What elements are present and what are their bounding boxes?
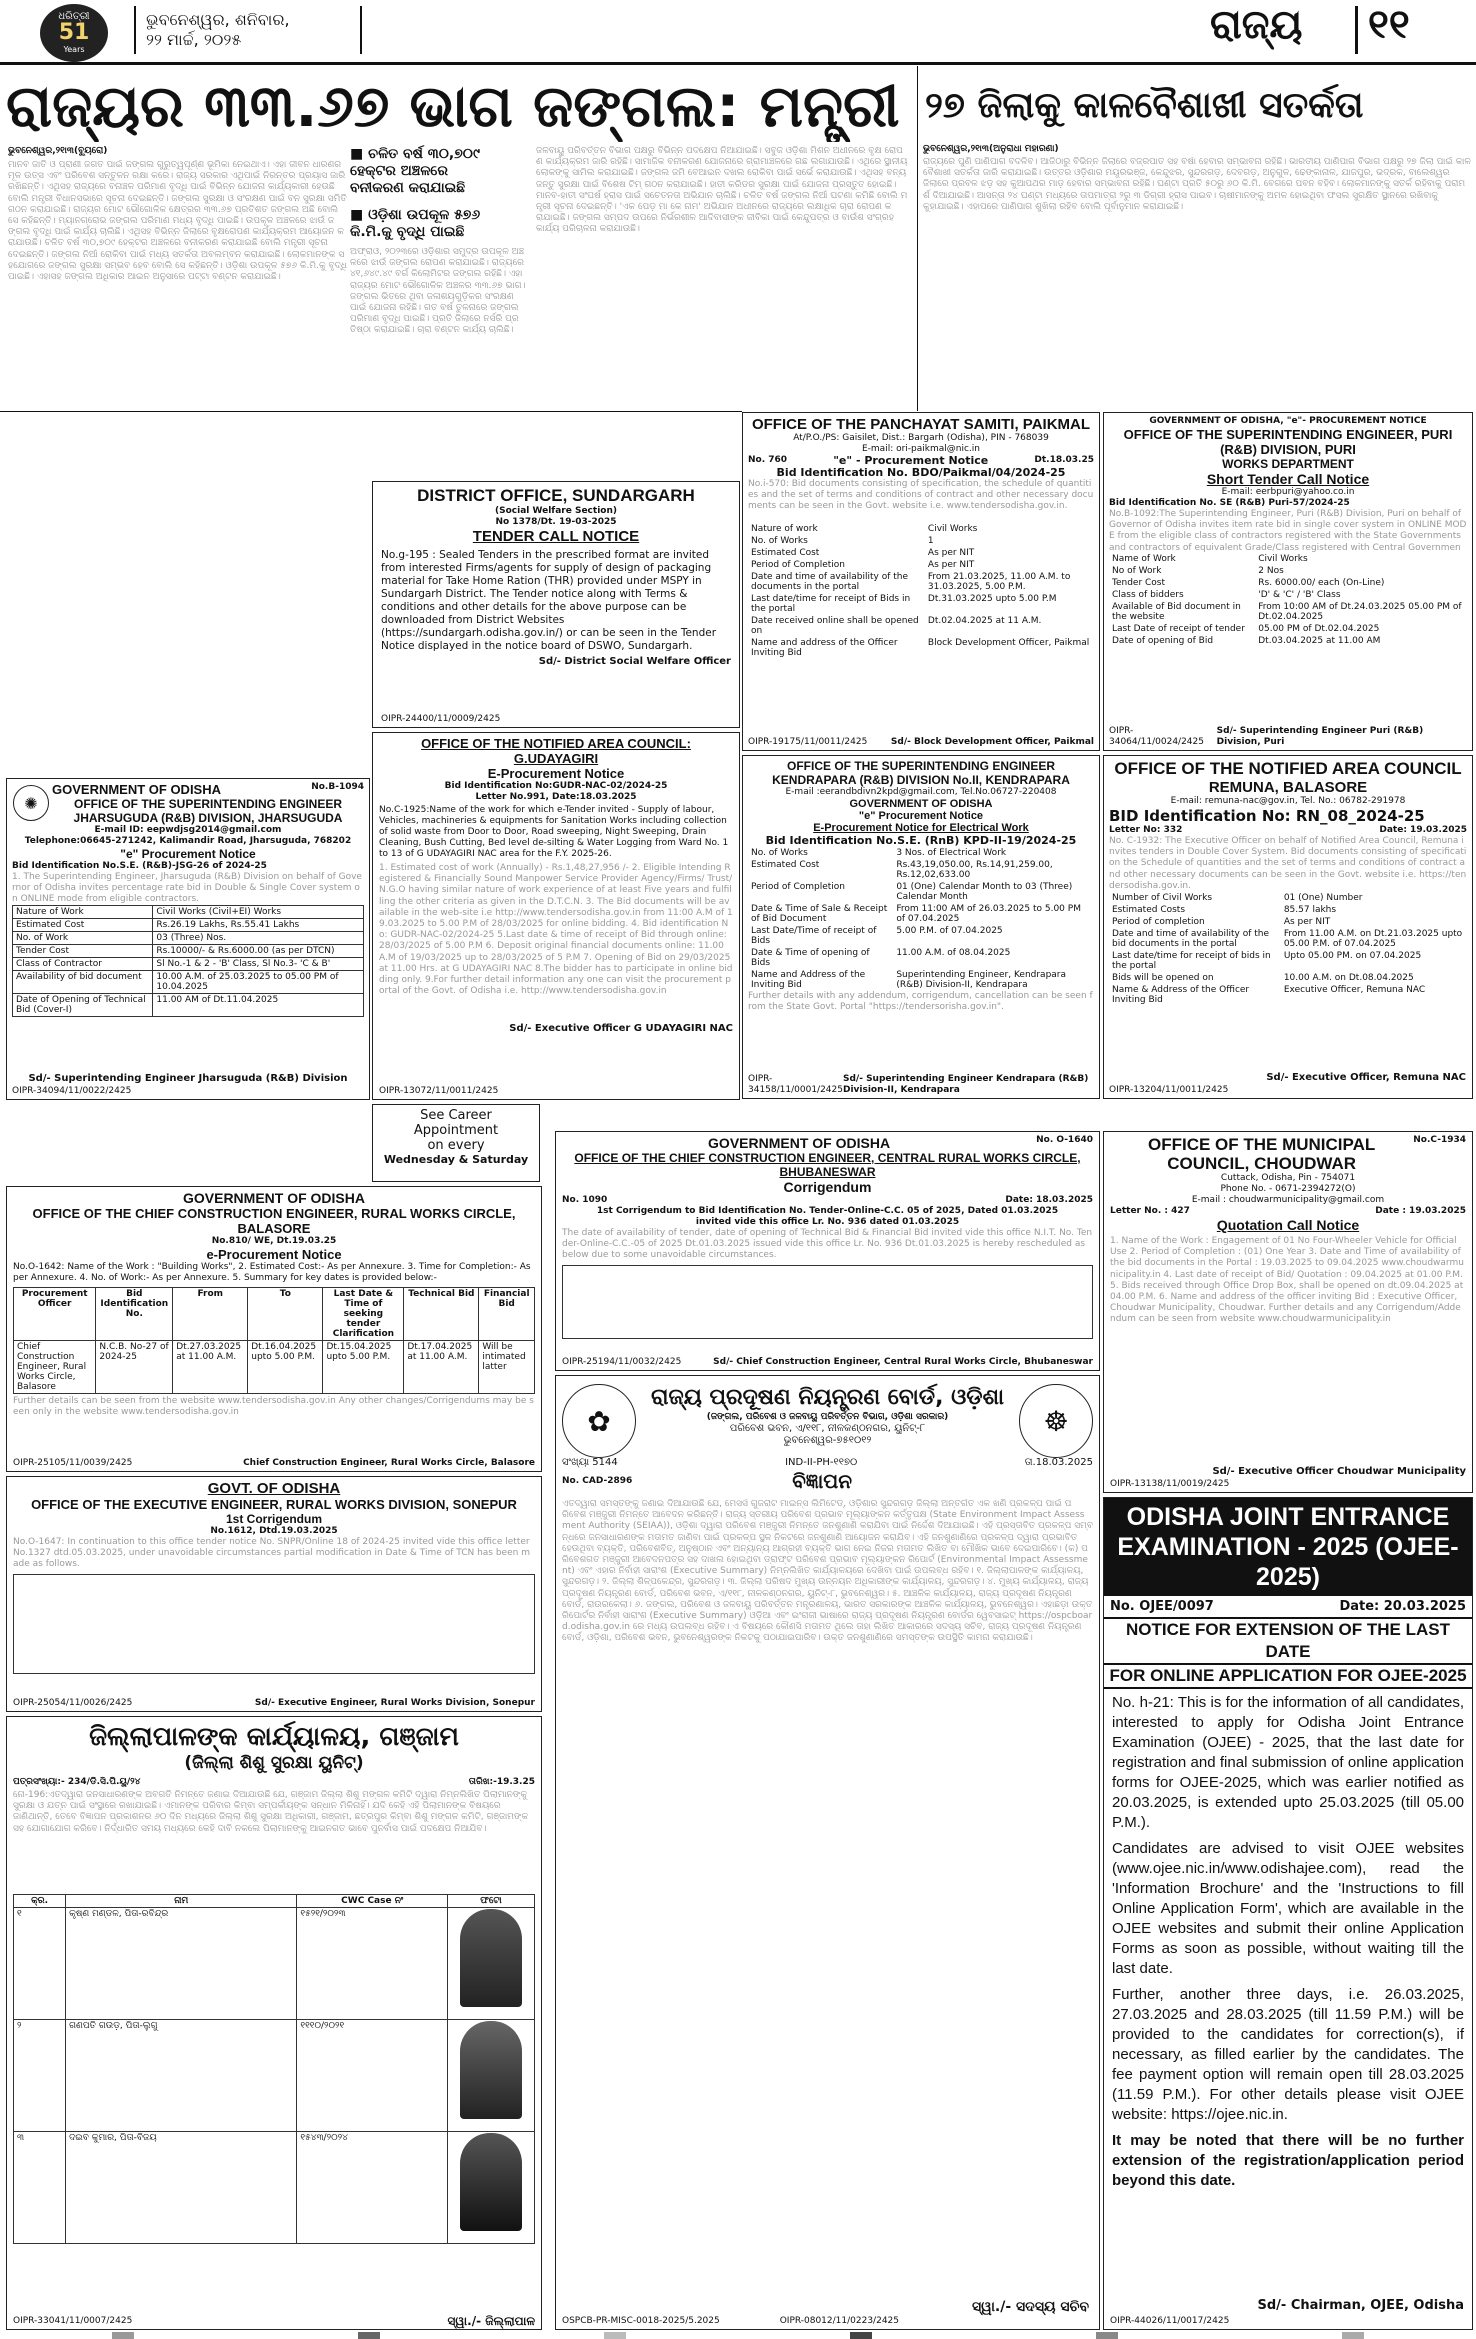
ad-puri: GOVERNMENT OF ODISHA, "e"- PROCUREMENT NOTICE OFFICE OF THE SUPERINTENDING ENGINEER, PURI (R&B) DIVISION, PURI WORKS DEPARTMENT Short Tender Call Notice E-mail: eerbpuri@yahoo.co.in Bid Identification No. SE (R&B) Puri-57/2024-25 No.B-1092:The Superintending Engineer, Puri (R&B) Division, Puri on behalf of Governor of Odisha invites item rate bid in single cover system in ONLINE MODE from the eligible class of contractors registered with the State Governments and contractors of equivalent Grade/Class registered with Central Governmen Name of Work Civil Works No of Work 2 Nos Tender Cost Rs. 6000.00/ each (On-Line) Class of bidders 'D' & 'C' / 'B' Class Available of Bid document in the website From 10:00 AM of Dt.24.03.2025 05.00 PM of Dt.02.04.2025 Last Date of receipt of tender 05.00 PM of Dt.02.04.2025 Date of opening of Bid Dt.03.04.2025 at 11.00 AM OIPR-34064/11/0024/2425 Sd/- Superintending Engineer Puri (R&B) Division, Puri xyxy=(1103,412,1473,751)
ad-title: OFFICE OF THE CHIEF CONSTRUCTION ENGINEER, CENTRAL RURAL WORKS CIRCLE, BHUBANESWAR xyxy=(574,1151,1081,1179)
registration-bar xyxy=(0,2332,1476,2339)
section-name: ରାଜ୍ୟ xyxy=(1210,2,1303,48)
ad-signature: Sd/- Chairman, OJEE, Odisha xyxy=(1257,2298,1464,2313)
ad-strap: GOVERNMENT OF ODISHA, "e"- PROCUREMENT NOTICE xyxy=(1149,416,1427,426)
dateline-left: ଭୁବନେଶ୍ୱର,୨୧ା୩(ବ୍ୟୁରୋ) xyxy=(8,146,108,156)
ad-signature: Sd/- Chief Construction Engineer, Central Rural Works Circle, Bhubaneswar xyxy=(713,1357,1093,1367)
ad-code1: OSPCB-PR-MISC-0018-2025/5.2025 xyxy=(562,2316,720,2326)
table-row: Nature of Work Civil Works (Civil+EI) Works xyxy=(13,906,364,919)
ad-sub: (ଜଙ୍ଗଲ, ପରିବେଶ ଓ ଜଳବାୟୁ ପରିବର୍ତ୍ତନ ବିଭାଗ, ଓଡ଼ିଶା ସରକାର) xyxy=(706,1412,949,1422)
ad-title: OFFICE OF THE NOTIFIED AREA COUNCIL: G.UDAYAGIRI xyxy=(421,736,691,766)
ad-date: Date: 20.03.2025 xyxy=(1339,1599,1466,1614)
anniversary-badge-icon xyxy=(40,4,108,62)
table-row: Chief Construction Engineer, Rural Works Circle, Balasore N.C.B. No-27 of 2024-25 Dt.27.03.2025 at 11.00 A.M. Dt.16.04.2025 upto 5.00 P.M. Dt.15.04.2025 upto 5.00 P.M. Dt.17.04.2025 at 11.00 A.M. Will be intimated latter xyxy=(14,1341,535,1394)
table-row: ୨ ଗଣପତି ଗଉଡ଼, ପିତା-ଲୁଗୁ ୧୧୧୦/୨୦୨୧ xyxy=(14,2020,535,2132)
ad-title: OFFICE OF THE MUNICIPAL COUNCIL, CHOUDWAR xyxy=(1147,1135,1376,1173)
ad-gov: GOVERNMENT OF ODISHA xyxy=(182,1190,365,1206)
table-row: Date & Time of Sale & Receipt of Bid Document From 11:00 AM of 26.03.2025 to 5.00 PM of 07.04.2025 xyxy=(751,904,1081,924)
corrigendum-table xyxy=(13,1574,535,1674)
ad-email: E-mail : choudwarmunicipality@gmail.com xyxy=(1191,1195,1385,1205)
ad-phone: Phone No. - 0671-2394272(O) xyxy=(1220,1184,1356,1194)
ad-notice: Short Tender Call Notice xyxy=(1206,471,1370,487)
ad-gov: GOVERNMENT OF ODISHA xyxy=(708,1135,891,1151)
ad-ojee xyxy=(1103,1497,1473,2330)
ad-email: E-mail :eerandbdivn2kpd@gmail.com, Tel.No.06727-220408 xyxy=(785,787,1057,797)
table-row: Last date/time for receipt of bids in the portal Upto 05.00 PM. on 07.04.2025 xyxy=(1112,951,1422,971)
ad-email: E-mail: eerbpuri@yahoo.co.in xyxy=(1221,487,1355,497)
ad-no: No. OJEE/0097 xyxy=(1110,1599,1214,1614)
ad-notice: "e" Procurement Notice xyxy=(120,847,256,861)
corrigendum-table xyxy=(562,1265,1093,1339)
ad-date: ତାରିଖ:-19.3.25 xyxy=(468,1777,535,1787)
ad-signature: Sd/- Superintending Engineer Jharsuguda (R&B) Division xyxy=(28,1073,348,1084)
ad-notice: "e" Procurement Notice xyxy=(858,810,984,822)
bullet1-a: ଚଳିତ ବର୍ଷ ୩୦,୭୦୯ xyxy=(368,146,480,162)
ad-code: OIPR-19175/11/0011/2425 xyxy=(748,737,868,747)
ad-notice: e-Procurement Notice xyxy=(206,1247,342,1262)
ad-notice2: FOR ONLINE APPLICATION FOR OJEE-2025 xyxy=(1104,1663,1472,1689)
career-line1: See Career xyxy=(420,1108,492,1123)
ad-kendrapara: OFFICE OF THE SUPERINTENDING ENGINEER KENDRAPARA (R&B) DIVISION No.II, KENDRAPARA E-mail :eerandbdivn2kpd@gmail.com, Tel.No.06727-220408 GOVERNMENT OF ODISHA "e" Procurement Notice E-Procurement Notice for Electrical Work Bid Identification No.S.E. (RnB) KPD-II-19/2024-25 No. of Works 3 Nos. of Electrical Work Estimated Cost Rs.43,19,050.00, Rs.14,91,259.00, Rs.12,02,633.00 Period of Completion 01 (One) Calendar Month to 03 (Three) Calendar Month Date & Time of Sale & Receipt of Bid Document From 11:00 AM of 26.03.2025 to 5.00 PM of 07.04.2025 Last Date/Time of receipt of Bids 5.00 P.M. of 07.04.2025 Date & Time of opening of Bids 11.00 A.M. of 08.04.2025 Name and Address of the Inviting Bid Superintending Engineer, Kendrapara (R&B) Division-II, Kendrapara Further details with any addendum, corrigendum, cancellation can be seen from the State Govt. Portal "https://tendersorisha.gov.in". OIPR-34158/11/0001/2425 Sd/- Superintending Engineer Kendrapara (R&B) Division-II, Kendrapara xyxy=(742,755,1100,1099)
story-right: ଭୁବନେଶ୍ୱର,୨୧ା୩(ଅନୁରାଧା ମହାରଣା) ରାଜ୍ୟରେ ପୁଣି ପାଣିପାଗ ବଦଳିବ। ଆଜିଠାରୁ ବିଭିନ୍ନ ଜିଲାରେ ବଜ୍ରପାତ ସହ ବର୍ଷା ହେବାର ସମ୍ଭାବନା ରହିଛି। ଭାରତୀୟ ପାଣିପାଗ ବିଭାଗ ପକ୍ଷରୁ ୨୭ ଜିଲା ପାଇଁ କାଳବୈଶାଖୀ ସତର୍କତା ଜାରି କରାଯାଇଛି। ଉତ୍ତର ଓଡ଼ିଶାର ମୟୂରଭଞ୍ଜ, କେନ୍ଦୁଝର, ସୁନ୍ଦରଗଡ଼, ଦେବଗଡ଼, ଅନୁଗୁଳ, ଢେଙ୍କାନାଳ, ଯାଜପୁର, ଭଦ୍ରକ, ବାଲେଶ୍ୱର ଜିଲାରେ ପ୍ରବଳ ଝଡ଼ ସହ କୁଆପଥର ମାଡ଼ ହେବାର ସମ୍ଭାବନା ରହିଛି। ଘଣ୍ଟା ପ୍ରତି ୫୦ରୁ ୬୦ କି.ମି. ବେଗରେ ପବନ ବହିବ। ଲୋକମାନଙ୍କୁ ସତର୍କ ରହିବାକୁ ପରାମର୍ଶ ଦିଆଯାଇଛି। ଆସନ୍ତା ୨୪ ଘଣ୍ଟା ମଧ୍ୟରେ ତାପମାତ୍ରା ୨ରୁ ୩ ଡିଗ୍ରୀ ହ୍ରାସ ପାଇବ। ଚାଷୀମାନଙ୍କୁ ଅମଳ ହୋଇଥିବା ଫସଲ ସୁରକ୍ଷିତ ସ୍ଥାନରେ ରଖିବାକୁ କୁହାଯାଇଛି। ଏହାପରେ ପାଣିପାଗ ଶୁଖିଲା ରହିବ ବୋଲି ପୂର୍ବାନୁମାନ କରାଯାଇଛି। xyxy=(923,144,1471,212)
ad-signature: Sd/- Executive Officer G UDAYAGIRI NAC xyxy=(509,1023,733,1034)
ad-signature: Sd/- Executive Engineer, Rural Works Division, Sonepur xyxy=(254,1698,535,1708)
ad-title: ରାଜ୍ୟ ପ୍ରଦୂଷଣ ନିୟନ୍ତ୍ରଣ ବୋର୍ଡ, ଓଡ଼ିଶା xyxy=(651,1385,1004,1410)
ad-gudayagiri: OFFICE OF THE NOTIFIED AREA COUNCIL: G.UDAYAGIRI E-Procurement Notice Bid Identification No:GUDR-NAC-02/2024-25 Letter No.991, Date:18.03.2025 No.C-1925:Name of the work for which e-Tender invited - Supply of labour, Vehicles, machineries & equipments for Sanitation Works including collection of solid waste from Door to Door, Road sweeping, Night Sweeping, Drain Cleaning, Bush Cutting, Bed level de-silting & Water Logging from Ward No. 1 to 13 of G UDAYAGIRI NAC area for the F.Y. 2025-26. 1. Estimated cost of work (Annually) - Rs.1,48,27,956 /- 2. Eligible Intending Registered & Financially Sound Manpower Service Provider Agency/Firms/ Trust/ N.G.O having similar nature of work experience of at least Five years and fulfilling the other criteria as given in the D.T.C.N. 3. The Bid documents will be available in the web-site i.e http://www.tendersodisha.gov.in from 11:00 A.M of 19.03.2025 to 5.00 P.M of 28/03/2025 for online bidding. 4. Bid identification No: GUDR-NAC-02/2024-25 5.Last date & time of receipt of Bid through online: 28/03/2025 of 5.00 P.M 6. Deposit original financial documents online: 11.00 A.M of 19/03/2025 up to 28/03/2025 of 5 P.M 7. Opening of Bid on 29/03/2025 at 11.00 Hrs. at G UDAYAGIRI NAC 8.The bidder has to participate in online bidding only. 9.For further detail information any one can visit the procurement portal of the Govt. of Odisha i.e. http://www.tendersodisha.gov.in Sd/- Executive Officer G UDAYAGIRI NAC OIPR-13072/11/0011/2425 xyxy=(372,732,740,1100)
issue-date: ୨୨ ମାର୍ଚ୍ଚ, ୨୦୨୫ xyxy=(146,30,242,49)
ad-table xyxy=(1109,892,1467,1006)
ad-email: E-mail ID: eepwdjsg2014@gmail.com xyxy=(94,825,282,835)
ad-letter: Letter No. : 427 xyxy=(1110,1206,1190,1216)
ad-address: Cuttack, Odisha, Pin - 754071 xyxy=(1220,1173,1356,1183)
table-row: Date of opening of Bid Dt.03.04.2025 at 11.00 AM xyxy=(1112,636,1381,646)
spcb-logo-icon: ✿ xyxy=(562,1384,636,1458)
ad-sub: (ଜିଲ୍ଲା ଶିଶୁ ସୁରକ୍ଷା ୟୁନିଟ୍) xyxy=(184,1753,364,1773)
ad-title: OFFICE OF THE SUPERINTENDING ENGINEER JHARSUGUDA (R&B) DIVISION, JHARSUGUDA xyxy=(73,797,343,825)
ad-title: OFFICE OF THE CHIEF CONSTRUCTION ENGINEER, RURAL WORKS CIRCLE, BALASORE xyxy=(32,1206,516,1236)
ad-notice: E-Procurement Notice xyxy=(487,766,625,781)
ad-title: DISTRICT OFFICE, SUNDARGARH xyxy=(417,486,695,505)
ad-balasore: GOVERNMENT OF ODISHA OFFICE OF THE CHIEF CONSTRUCTION ENGINEER, RURAL WORKS CIRCLE, BALASORE No.810/ WE, Dt.19.03.25 e-Procurement Notice No.O-1642: Name of the Work : "Building Works", 2. Estimated Cost:- As per Annexure. 3. Time for Completion:- As per Annexure. 4. No. of Work:- As per Annexure. 5. Summary for key dates is provided below:- Procurement Officer Bid Identification No. From To Last Date & Time of seeking tender Clarification Technical Bid Financial Bid Chief Construction Engineer, Rural Works Circle, Balasore N.C.B. No-27 of 2024-25 Dt.27.03.2025 at 11.00 A.M. Dt.16.04.2025 upto 5.00 P.M. Dt.15.04.2025 upto 5.00 P.M. Dt.17.04.2025 at 11.00 A.M. Will be intimated latter Further details can be seen from the website www.tendersodisha.gov.in Any other changes/Corrigendums may be seen only in the website www.tendersodisha.gov.in OIPR-25105/11/0039/2425 Chief Construction Engineer, Rural Works Circle, Balasore xyxy=(6,1186,542,1472)
odisha-emblem-icon: ☸ xyxy=(1019,1384,1093,1458)
table-row: Name & Address of the Officer Inviting Bid Executive Officer, Remuna NAC xyxy=(1112,985,1426,1005)
ad-choudwar: OFFICE OF THE MUNICIPAL COUNCIL, CHOUDWAR No.C-1934 Cuttack, Odisha, Pin - 754071 Phone No. - 0671-2394272(O) E-mail : choudwarmunicipality@gmail.com Letter No. : 427 Date : 19.03.2025 Quotation Call Notice 1. Name of the Work : Engagement of 01 No Four-Wheeler Vehicle for Official Use 2. Period of Completion : (01) One Year 3. Date and Time of availability of the bid documents in the Portal : 19.03.2025 to 09.04.2025 www.choudwarmunicipality.in 4. Last date of receipt of Bid/ Quotation : 09.04.2025 at 01.00 P.M. 5. Bids received through Office Drop Box, shall be opened on dt.09.04.2025 at 04.00 P.M. 6. Name and address of the officer inviting Bid : Executive Officer, Choudwar Municipality, Choudwar. Further details and any Corrigendum/Addendum can be seen from website www.choudwarmunicipality.in Sd/- Executive Officer Choudwar Municipality OIPR-13138/11/0019/2425 xyxy=(1103,1131,1473,1493)
ad-body1: No. h-21: This is for the information of all candidates, interested to apply for Odisha Joint Entrance Examination (OJEE) - 2025, that the last date for registration and final submission of online application forms for OJEE-2025, which was earlier notified as 20.03.2025, is extended upto 25.03.2025 (till 05.00 P.M.). xyxy=(1112,1694,1464,1831)
career-promo xyxy=(372,1104,540,1182)
ad-code: OIPR-34064/11/0024/2425 xyxy=(1109,726,1204,747)
child-photo xyxy=(460,1909,522,2007)
ad-signature: Sd/- Block Development Officer, Paikmal xyxy=(890,737,1094,747)
ad-jharsuguda: ✺ GOVERNMENT OF ODISHA No.B-1094 OFFICE OF THE SUPERINTENDING ENGINEER JHARSUGUDA (R&B) DIVISION, JHARSUGUDA E-mail ID: eepwdjsg2014@gmail.com Telephone:06645-271242, Kalimandir Road, Jharsuguda, 768202 "e" Procurement Notice Bid Identification No.S.E. (R&B)-JSG-26 of 2024-25 1. The Superintending Engineer, Jharsuguda (R&B) Division on behalf of Governor of Odisha invites percentage rate bid in Double & Single Cover system on ONLINE mode from eligible contractors. Nature of Work Civil Works (Civil+EI) Works Estimated Cost Rs.26.19 Lakhs, Rs.55.41 Lakhs No. of Work 03 (Three) Nos. Tender Cost Rs.10000/- & Rs.6000.00 (as per DTCN) Class of Contractor Sl No.-1 & 2 - 'B' Class, Sl No.3- 'C & B' Availability of bid document 10.00 A.M. of 25.03.2025 to 05.00 PM of 10.04.2025 Date of Opening of Technical Bid (Cover-I) 11.00 AM of Dt.11.04.2025 Sd/- Superintending Engineer Jharsuguda (R&B) Division OIPR-34094/11/0022/2425 xyxy=(6,778,370,1100)
ad-notice: Quotation Call Notice xyxy=(1216,1217,1360,1233)
ad-no: No. 760 xyxy=(748,455,788,465)
ad-notice: ବିଜ୍ଞାପନ xyxy=(792,1469,853,1493)
ad-title: ଜିଲ୍ଲାପାଳଙ୍କ କାର୍ଯ୍ୟାଳୟ, ଗଞ୍ଜାମ xyxy=(89,1722,459,1752)
ad-date: Dt.18.03.25 xyxy=(1034,455,1094,465)
table-row: Name of Work Civil Works xyxy=(1112,554,1308,564)
ad-email: E-mail: ori-paikmal@nic.in xyxy=(861,444,980,454)
bid-id: Bid Identification No. BDO/Paikmal/04/2024-25 xyxy=(776,466,1066,479)
headline-left: ରାଜ୍ୟର ୩୩.୬୭ ଭାଗ ଜଙ୍ଗଲ: ମନ୍ତ୍ରୀ xyxy=(6,72,900,140)
ad-signature: Sd/- Executive Officer, Remuna NAC xyxy=(1266,1072,1466,1083)
ad-date: Date : 19.03.2025 xyxy=(1375,1206,1466,1216)
story-left-bullets: ■ ଚଳିତ ବର୍ଷ ୩୦,୭୦୯ ହେକ୍ଟର ଅଞ୍ଚଳରେ ବନୀକରଣ କରାଯାଇଛି ■ ଓଡ଼ିଶା ଉପକୂଳ ୫୭୬ କି.ମି.କୁ ବୃଦ୍ଧି ପାଇଛି ଅଫ୍ରାଓ, ୨୦୨୩ରେ ଓଡ଼ିଶାର ସମୁଦ୍ର ଉପକୂଳ ଅଞ୍ଚଳରେ ଝାଉଁ ଜଙ୍ଗଲ ରୋପଣ କରାଯାଇଛି। ରାଜ୍ୟରେ ୪୧,୬୪୯.୪୯ ବର୍ଗ କିଲୋମିଟର ଜଙ୍ଗଲ ରହିଛି। ଏହା ରାଜ୍ୟର ମୋଟ ଭୌଗୋଳିକ ଅଞ୍ଚଳର ୩୩.୬୭ ଭାଗ। ଜଙ୍ଗଲ ଭିତରେ ଥିବା ଜଳାଶୟଗୁଡ଼ିକର ସଂରକ୍ଷଣ ପାଇଁ ଯୋଜନା ରହିଛି। ଗତ ବର୍ଷ ତୁଳନାରେ ଜଙ୍ଗଲ ପରିମାଣ ବୃଦ୍ଧି ପାଇଛି। ପ୍ରତି ଜିଲାରେ ନର୍ସରି ପ୍ରତିଷ୍ଠା କରାଯାଇଛି। ଚାରା ବଣ୍ଟନ କାର୍ଯ୍ୟ ଚାଲିଛି। xyxy=(350,146,528,547)
page-number: ୧୧ xyxy=(1368,2,1410,48)
table-row: Last Date/Time of receipt of Bids 5.00 P.M. of 07.04.2025 xyxy=(751,926,1003,946)
ad-body: No.O-1642: Name of the Work : "Building Works", 2. Estimated Cost:- As per Annexure. 3. Time for Completion:- As per Annexure. 4. No. of Work:- As per Annexure. 5. Summary for key dates is provided below:- xyxy=(13,1262,531,1283)
ad-code: OIPR-33041/11/0007/2425 xyxy=(13,2316,133,2326)
bullet1-c: ବନୀକରଣ କରାଯାଇଛି xyxy=(350,180,466,196)
ad-table xyxy=(1109,553,1467,647)
ad-signature: ସ୍ୱା./- ସଦସ୍ୟ ସଚିବ xyxy=(972,2299,1089,2315)
ad-body2: Candidates are advised to visit OJEE websites (www.ojee.nic.in/www.odishajee.com), read the 'Information Brochure' and the 'Instructions to fill Online Application Form', which are available in the OJEE websites and submit their online Application Forms as soon as possible, without waiting till the last date. xyxy=(1112,1840,1464,1977)
ad-signature: Sd/- Superintending Engineer Puri (R&B) Division, Puri xyxy=(1216,726,1424,747)
table-row: No. of Works 3 Nos. of Electrical Work xyxy=(751,848,1007,858)
table-row: Last date/time for receipt of Bids in the portal Dt.31.03.2025 upto 5.00 P.M xyxy=(751,594,1057,614)
masthead xyxy=(0,0,1476,62)
ad-no: No 1378/Dt. 19-03-2025 xyxy=(495,517,617,527)
ad-bhubaneswar: GOVERNMENT OF ODISHA No. O-1640 OFFICE OF THE CHIEF CONSTRUCTION ENGINEER, CENTRAL RURAL WORKS CIRCLE, BHUBANESWAR Corrigendum No. 1090 Date: 18.03.2025 1st Corrigendum to Bid Identification No. Tender-Online-C.C. 05 of 2025, Dated 01.03.2025 invited vide this office Lr. No. 936 dated 01.03.2025 The date of availability of tender, date of opening of Technical Bid & Financial Bid invited vide this office N.I.T. No. Tender-Online-C.C.-05 of 2025 Dt.01.03.2025 issued vide this office Lr. No. 936 Dt.01.03.2025 is hereby rescheduled as below due to some unavoidable circumstances. OIPR-25194/11/0032/2425 Sd/- Chief Construction Engineer, Central Rural Works Circle, Bhubaneswar xyxy=(555,1131,1100,1371)
headline-right: ୨୭ ଜିଲାକୁ କାଳବୈଶାଖୀ ସତର୍କତା xyxy=(925,85,1364,126)
bullet2-a: ଓଡ଼ିଶା ଉପକୂଳ ୫୭୬ xyxy=(368,207,481,223)
ad-line1: 1st Corrigendum to Bid Identification No. Tender-Online-C.C. 05 of 2025, Dated 01.03.2025 xyxy=(596,1206,1059,1216)
ad-line2: invited vide this office Lr. No. 936 dated 01.03.2025 xyxy=(695,1217,960,1227)
ad-notice: TENDER CALL NOTICE xyxy=(472,528,640,545)
table-row: ୧ କୃଷ୍ଣ ମଣ୍ଡଳ, ପିତା-ରବିନ୍ଦ୍ର ୧୫୨୧/୨୦୨୩ xyxy=(14,1908,535,2020)
bullet1-b: ହେକ୍ଟର ଅଞ୍ଚଳରେ xyxy=(350,163,448,179)
ad-notice1: NOTICE FOR EXTENSION OF THE LAST DATE xyxy=(1104,1617,1472,1663)
ad-table xyxy=(12,905,364,1017)
ad-title: ODISHA JOINT ENTRANCE EXAMINATION - 2025 (OJEE-2025) xyxy=(1104,1498,1472,1596)
ad-date: Date: 18.03.2025 xyxy=(1005,1195,1093,1205)
ad-body: No.g-195 : Sealed Tenders in the prescribed format are invited from interested Firms/agents for supply of design of packaging material for Take Home Ration (THR) provided under MSPY in Sundargarh District. The Tender notice along with Terms & conditions and other details for the above purpose can be downloaded from District Websites (https://sundargarh.odisha.gov.in/) or can be seen in the Tender Notice displayed in the notice board of DSWO, Sundargarh. xyxy=(381,549,717,652)
bid-id: BID Identification No: RN_08_2024-25 xyxy=(1109,807,1425,825)
ad-city: ଭୁବନେଶ୍ୱର-୭୫୧୦୧୨ xyxy=(783,1435,872,1446)
table-row: Class of Contractor Sl No.-1 & 2 - 'B' Class, Sl No.3- 'C & B' xyxy=(13,958,364,971)
children-table: କ୍ର. ନାମ CWC Case ନଂ ଫଟୋ ୧ କୃଷ୍ଣ ମଣ୍ଡଳ, ପିତା-ରବିନ୍ଦ୍ର ୧୫୨୧/୨୦୨୩ ୨ ଗଣପତି ଗଉଡ଼, ପିତା-ଲୁଗୁ ୧୧୧୦/୨୦୨୧ ୩ ଦଇବ କୁମାର, ପିତା-ବିଜୟ ୧୫୪୩/୨୦୨୪ xyxy=(13,1894,535,2244)
ad-code: OIPR-25194/11/0032/2425 xyxy=(562,1357,682,1367)
table-row: Availability of bid document 10.00 A.M. of 25.03.2025 to 05.00 PM of 10.04.2025 xyxy=(13,971,364,994)
bid-id: Bid Identification No. SE (R&B) Puri-57/2024-25 xyxy=(1109,498,1350,508)
table-row: Name and Address of the Inviting Bid Superintending Engineer, Kendrapara (R&B) Division-II, Kendrapara xyxy=(751,970,1067,990)
ad-title2: OFFICE OF THE EXECUTIVE ENGINEER, RURAL WORKS DIVISION, SONEPUR xyxy=(31,1497,517,1512)
badge-number: 51 xyxy=(58,20,90,45)
table-row: ୩ ଦଇବ କୁମାର, ପିତା-ବିଜୟ ୧୫୪୩/୨୦୨୪ xyxy=(14,2132,535,2244)
table-row: Date & Time of opening of Bids 11.00 A.M. of 08.04.2025 xyxy=(751,948,1011,968)
ad-address: ପରିବେଶ ଭବନ, ଏ/୧୧୮, ନୀଳକଣ୍ଠନଗର, ୟୁନିଟ୍-୮ xyxy=(729,1423,926,1434)
ad-dept: WORKS DEPARTMENT xyxy=(1222,457,1354,471)
ad-signature: Sd/- Superintending Engineer Kendrapara (R&B) Division-II, Kendrapara xyxy=(842,1074,1089,1095)
ad-no: No.1612, Dtd.19.03.2025 xyxy=(210,1526,338,1536)
bid-id: Bid Identification No.S.E. (RnB) KPD-II-19/2024-25 xyxy=(765,834,1077,847)
ad-panchayat-paikmal: OFFICE OF THE PANCHAYAT SAMITI, PAIKMAL At/P.O./PS: Gaisilet, Dist.: Bargarh (Odisha), PIN - 768039 E-mail: ori-paikmal@nic.in No. 760 "e" - Procurement Notice Dt.18.03.25 Bid Identification No. BDO/Paikmal/04/2024-25 No.i-570: Bid documents consisting of specification, the schedule of quantities and the set of terms and conditions of contract and other necessary documents can be seen in the Govt. website i.e. www.tendersodisha.gov.in. Nature of work Civil Works No. of Works 1 Estimated Cost As per NIT Period of Completion As per NIT Date and time of availability of the documents in the portal From 21.03.2025, 11.00 A.M. to 31.03.2025, 5.00 P.M. Last date/time for receipt of Bids in the portal Dt.31.03.2025 upto 5.00 P.M Date received online shall be opened on Dt.02.04.2025 at 11 A.M. Name and address of the Officer Inviting Bid Block Development Officer, Paikmal OIPR-19175/11/0011/2425 Sd/- Block Development Officer, Paikmal xyxy=(742,412,1100,751)
ad-phone: Telephone:06645-271242, Kalimandir Road, Jharsuguda, 768202 xyxy=(24,836,352,846)
ad-notice: Corrigendum xyxy=(783,1179,872,1195)
ad-no: No. O-1640 xyxy=(1036,1135,1093,1145)
ad-code: OIPR-34158/11/0001/2425 xyxy=(748,1074,843,1095)
ad-remuna: OFFICE OF THE NOTIFIED AREA COUNCIL REMUNA, BALASORE E-mail: remuna-nac@gov.in, Tel. No.: 06782-291978 BID Identification No: RN_08_2024-25 Letter No: 332 Date: 19.03.2025 No. C-1932: The Executive Officer on behalf of Notified Area Council, Remuna invites tenders in Double Cover System. Bid documents consisting of specification the Schedule of quantities and the set of terms and conditions of contract and other necessary documents can be seen in the Govt. website i.e. https://tendersodisha.gov.in. Number of Civil Works 01 (One) Number Estimated Costs 85.57 lakhs Period of completion As per NIT Date and time of availability of the bid documents in the portal From 11.00 A.M. on Dt.21.03.2025 upto 05.00 P.M. of 07.04.2025 Last date/time for receipt of bids in the portal Upto 05.00 PM. on 07.04.2025 Bids will be opened on 10.00 A.M. on Dt.08.04.2025 Name & Address of the Officer Inviting Bid Executive Officer, Remuna NAC Sd/- Executive Officer, Remuna NAC OIPR-13204/11/0011/2425 xyxy=(1103,755,1473,1099)
ad-date: Date: 19.03.2025 xyxy=(1379,825,1467,835)
badge-top: ଧରିତ୍ରୀ xyxy=(58,11,90,22)
ad-code: OIPR-13138/11/0019/2425 xyxy=(1110,1479,1230,1489)
ad-signature: Sd/- Executive Officer Choudwar Municipality xyxy=(1212,1466,1466,1477)
masthead-date xyxy=(146,10,290,50)
ad-table: Procurement Officer Bid Identification No. From To Last Date & Time of seeking tender Clarification Technical Bid Financial Bid Chief Construction Engineer, Rural Works Circle, Balasore N.C.B. No-27 of 2024-25 Dt.27.03.2025 at 11.00 A.M. Dt.16.04.2025 upto 5.00 P.M. Dt.15.04.2025 upto 5.00 P.M. Dt.17.04.2025 at 11.00 A.M. Will be intimated latter xyxy=(13,1287,535,1394)
table-row: Tender Cost Rs.10000/- & Rs.6000.00 (as per DTCN) xyxy=(13,945,364,958)
ad-date: ତା.18.03.2025 xyxy=(1024,1457,1093,1468)
table-row: Bids will be opened on 10.00 A.M. on Dt.08.04.2025 xyxy=(1112,973,1414,983)
table-row: Estimated Costs 85.57 lakhs xyxy=(1112,905,1337,915)
bid-id: Bid Identification No:GUDR-NAC-02/2024-25 xyxy=(444,781,668,791)
ad-no: ପତ୍ରସଂଖ୍ୟା:- 234/ଡି.ସି.ପି.ୟୁ/୨୪ xyxy=(13,1777,141,1787)
child-photo xyxy=(460,2021,522,2119)
ad-sonepur: GOVT. OF ODISHA OFFICE OF THE EXECUTIVE ENGINEER, RURAL WORKS DIVISION, SONEPUR 1st Corrigendum No.1612, Dtd.19.03.2025 No.O-1647: In continuation to this office tender notice No. SNPR/Online 18 of 2024-25 invited vide this office letter No.1327 dtd.05.03.2025, under unavoidable circumstances partial modification in Date & Time of TCN has been made as follows. OIPR-25054/11/0026/2425 Sd/- Executive Engineer, Rural Works Division, Sonepur xyxy=(6,1476,542,1712)
odisha-emblem-icon: ✺ xyxy=(13,785,49,821)
story-left: ଭୁବନେଶ୍ୱର,୨୧ା୩(ବ୍ୟୁରୋ) ମାନବ ଜାତି ଓ ପ୍ରାଣୀ ଜଗତ ପାଇଁ ଜଙ୍ଗଲ ଗୁରୁତ୍ୱପୂର୍ଣ୍ଣ ଭୂମିକା ନେଇଥାଏ। ଏହା ଜୀବନ ଧାରଣର ମୂଳ ଉତ୍ସ ଏବଂ ପରିବେଶ ସନ୍ତୁଳନ ରକ୍ଷା କରେ। ରାଜ୍ୟ ସରକାର ଏଥିପାଇଁ ନିରନ୍ତର ପ୍ରୟାସ ଜାରି ରଖିଛନ୍ତି। ଏଥିସହ ରାଜ୍ୟରେ ବନାଞ୍ଚଳ ପରିମାଣ ବୃଦ୍ଧି ପାଇଁ ବିଭିନ୍ନ ଯୋଜନା କାର୍ଯ୍ୟକାରୀ ହେଉଛି ବୋଲି ମନ୍ତ୍ରୀ ବିଧାନସଭାରେ ସୂଚନା ଦେଇଛନ୍ତି। ଜଙ୍ଗଲ ସୁରକ୍ଷା ଓ ସଂରକ୍ଷଣ ପାଇଁ ବନ ସୁରକ୍ଷା ସମିତି ଗଠନ କରାଯାଇଛି। ରାଜ୍ୟର ମୋଟ ଭୌଗୋଳିକ କ୍ଷେତ୍ରର ୩୩.୬୭ ପ୍ରତିଶତ ଜଙ୍ଗଲ ଅଛି ବୋଲି ସେ କହିଛନ୍ତି। ମ୍ୟାନଗ୍ରୋଭ ଜଙ୍ଗଲ ପରିମାଣ ମଧ୍ୟ ବୃଦ୍ଧି ପାଇଛି। ଉପକୂଳ ଅଞ୍ଚଳରେ ଝାଉଁ ଜଙ୍ଗଲ ବୃଦ୍ଧି ପାଇଁ କାର୍ଯ୍ୟ ଚାଲିଛି। ଏଥିସହ ବିଭିନ୍ନ ଜିଲାରେ ବୃକ୍ଷରୋପଣ କାର୍ଯ୍ୟକ୍ରମ ଆୟୋଜନ କରାଯାଉଛି। ଚଳିତ ବର୍ଷ ୩୦,୭୦୯ ହେକ୍ଟର ଅଞ୍ଚଳରେ ବନୀକରଣ କରାଯାଇଛି ବୋଲି ମନ୍ତ୍ରୀ ସୂଚନା ଦେଇଛନ୍ତି। ଜଙ୍ଗଲ ନିଆଁ ରୋକିବା ପାଇଁ ମଧ୍ୟ ସତର୍କତା ଅବଲମ୍ବନ କରାଯାଇଛି। ଲୋକମାନଙ୍କ ସହଯୋଗରେ ଜଙ୍ଗଲ ସୁରକ୍ଷା ସମ୍ଭବ ହେବ ବୋଲି ସେ କହିଛନ୍ତି। ଓଡ଼ିଶା ଉପକୂଳ ୫୭୬ କି.ମି.କୁ ବୃଦ୍ଧି ପାଇଛି। ଏହାସହ ଜଙ୍ଗଲ ଅଧିକାର ଆଇନ ଅନୁସାରେ ପଟ୍ଟା ବଣ୍ଟନ କରାଯାଇଛି। xyxy=(8,146,347,283)
ad-body3: Further, another three days, i.e. 26.03.2025, 27.03.2025 and 28.03.2025 (till 11.59 P.M.) will be provided to the candidates for correction(s), if necessary, as filled earlier by the candidates. The fee payment option will remain open till 28.03.2025 (11.59 P.M.). For other details please visit OJEE website: https://ojee.nic.in. xyxy=(1112,1986,1464,2123)
ad-gov: GOVERNMENT OF ODISHA xyxy=(52,782,222,797)
ad-cad: No. CAD-2896 xyxy=(562,1475,633,1486)
table-row: No of Work 2 Nos xyxy=(1112,566,1284,576)
career-line4: Wednesday & Saturday xyxy=(383,1153,529,1166)
ad-notice: "e" - Procurement Notice xyxy=(833,454,989,467)
ad-code: OIPR-25054/11/0026/2425 xyxy=(13,1698,133,1708)
ad-letter: Letter No.991, Date:18.03.2025 xyxy=(475,792,637,802)
ad-table xyxy=(748,523,1094,659)
ad-notice: 1st Corrigendum xyxy=(225,1512,322,1526)
table-row: Class of bidders 'D' & 'C' / 'B' Class xyxy=(1112,590,1341,600)
table-row: Name and address of the Officer Inviting Bid Block Development Officer, Paikmal xyxy=(751,638,1090,658)
table-row: Date of Opening of Technical Bid (Cover-I) 11.00 AM of Dt.11.04.2025 xyxy=(13,994,364,1017)
ad-signature: Chief Construction Engineer, Rural Works Circle, Balasore xyxy=(243,1458,535,1468)
ad-body: No.C-1925:Name of the work for which e-Tender invited - Supply of labour, Vehicles, machineries & equipments for Sanitation Works including collection of solid waste from Door to Door, Road sweeping, Night Sweeping, Drain Cleaning, Bush Cutting, Bed level de-silting & Water Logging from Ward No. 1 to 13 of G UDAYAGIRI NAC area for the F.Y. 2025-26. xyxy=(379,805,729,859)
table-row: Period of Completion As per NIT xyxy=(751,560,975,570)
child-photo xyxy=(460,2133,522,2231)
bid-id: Bid Identification No.S.E. (R&B)-JSG-26 of 2024-25 xyxy=(12,861,267,871)
ad-title: OFFICE OF THE PANCHAYAT SAMITI, PAIKMAL xyxy=(751,416,1091,433)
table-row: No. of Work 03 (Three) Nos. xyxy=(13,932,364,945)
ad-no: No.810/ WE, Dt.19.03.25 xyxy=(211,1236,337,1246)
bullet2-b: କି.ମି.କୁ ବୃଦ୍ଧି ପାଇଛି xyxy=(350,224,465,240)
ad-place: REMUNA, BALASORE xyxy=(1208,779,1368,796)
ad-no: No.C-1934 xyxy=(1413,1135,1466,1145)
table-row: Available of Bid document in the website From 10:00 AM of Dt.24.03.2025 05.00 PM of Dt.02.04.2025 xyxy=(1112,602,1462,622)
story-left-col3: ଜଳବାୟୁ ପରିବର୍ତ୍ତନ ବିଭାଗ ପକ୍ଷରୁ ବିଭିନ୍ନ ପଦକ୍ଷେପ ନିଆଯାଇଛି। ସବୁଜ ଓଡ଼ିଶା ମିଶନ ଅଧୀନରେ ବୃକ୍ଷ ରୋପଣ କାର୍ଯ୍ୟକ୍ରମ ଜାରି ରହିଛି। ସାମାଜିକ ବନୀକରଣ ଯୋଜନାରେ ଗ୍ରାମାଞ୍ଚଳରେ ଗଛ ଲଗାଯାଉଛି। ଏଥିରେ ସ୍ଥାନୀୟ ଲୋକଙ୍କୁ ସାମିଲ କରାଯାଇଛି। ଜଙ୍ଗଲ ଜମି ବେଆଇନ ଦଖଲ ରୋକିବା ପାଇଁ ସର୍ଭେ କରାଯାଉଛି। ଏଥିସହ ବନ୍ୟଜନ୍ତୁ ସୁରକ୍ଷା ପାଇଁ ବିଶେଷ ଟିମ୍ ଗଠନ କରାଯାଇଛି। ହାତୀ କରିଡର ସୁରକ୍ଷା ପାଇଁ ଯୋଜନା ପ୍ରସ୍ତୁତ ହୋଇଛି। ମାନବ-ହାତୀ ସଂଘର୍ଷ ହ୍ରାସ ପାଇଁ ସଚେତନତା ଅଭିଯାନ ଚାଲିଛି। ଚଳିତ ବର୍ଷ ଜଙ୍ଗଲ ନିଆଁ ଘଟଣା କମିଛି ବୋଲି ମନ୍ତ୍ରୀ ସୂଚନା ଦେଇଛନ୍ତି। 'ଏକ ପେଡ଼ ମା କେ ନାମ' ଅଭିଯାନ ଅଧୀନରେ ରାଜ୍ୟରେ ଲକ୍ଷାଧିକ ଚାରା ରୋପଣ କରାଯାଇଛି। ଜଙ୍ଗଲ ସମ୍ପଦ ଉପରେ ନିର୍ଭରଶୀଳ ଆଦିବାସୀଙ୍କ ଜୀବିକା ପାଇଁ କେନ୍ଦୁପତ୍ର ଓ ବାଉଁଶ ସଂଗ୍ରହ କାର୍ଯ୍ୟ ପରିଚାଳନା କରାଯାଉଛି। xyxy=(536,146,908,235)
career-line2: Appointment xyxy=(413,1123,499,1138)
table-row: Period of Completion 01 (One) Calendar Month to 03 (Three) Calendar Month xyxy=(751,882,1073,902)
table-row: Period of completion As per NIT xyxy=(1112,917,1331,927)
ad-sub: (Social Welfare Section) xyxy=(495,506,617,516)
ad-no: No.B-1094 xyxy=(311,782,364,792)
ad-title: GOVT. OF ODISHA xyxy=(207,1480,341,1497)
table-row: Nature of work Civil Works xyxy=(751,524,978,534)
table-row: Tender Cost Rs. 6000.00/ each (On-Line) xyxy=(1112,578,1385,588)
table-row: Date received online shall be opened on Dt.02.04.2025 at 11 A.M. xyxy=(751,616,1042,636)
table-row: Number of Civil Works 01 (One) Number xyxy=(1112,893,1363,903)
ad-code: OIPR-24400/11/0009/2425 xyxy=(381,714,501,724)
ad-table xyxy=(748,847,1094,991)
ad-gov: GOVERNMENT OF ODISHA xyxy=(849,798,993,810)
ad-signature: Sd/- District Social Welfare Officer xyxy=(538,656,731,667)
ad-code: OIPR-25105/11/0039/2425 xyxy=(13,1458,133,1468)
ad-sundargarh xyxy=(372,481,740,728)
ad-letter: Letter No: 332 xyxy=(1109,825,1183,835)
ad-body4: It may be noted that there will be no further extension of the registration/application period beyond this date. xyxy=(1112,2132,1464,2189)
career-line3: on every xyxy=(427,1138,485,1153)
ad-code: OIPR-34094/11/0022/2425 xyxy=(12,1086,132,1096)
table-row: No. of Works 1 xyxy=(751,536,934,546)
table-row: Estimated Cost As per NIT xyxy=(751,548,975,558)
badge-years: Years xyxy=(63,45,85,54)
ad-email: E-mail: remuna-nac@gov.in, Tel. No.: 06782-291978 xyxy=(1170,796,1406,806)
city-day: ଭୁବନେଶ୍ୱର, ଶନିବାର, xyxy=(146,10,290,29)
ad-title: OFFICE OF THE NOTIFIED AREA COUNCIL xyxy=(1114,759,1462,778)
table-row: Last Date of receipt of tender 05.00 PM of Dt.02.04.2025 xyxy=(1112,624,1380,634)
ad-title: OFFICE OF THE SUPERINTENDING ENGINEER, PURI (R&B) DIVISION, PURI xyxy=(1123,427,1453,457)
ad-code2: OIPR-08012/11/0223/2425 xyxy=(779,2316,899,2326)
ad-sub: E-Procurement Notice for Electrical Work xyxy=(813,822,1029,834)
ad-title: OFFICE OF THE SUPERINTENDING ENGINEER KENDRAPARA (R&B) DIVISION No.II, KENDRAPARA xyxy=(772,759,1070,787)
ad-ganjam: ଜିଲ୍ଲାପାଳଙ୍କ କାର୍ଯ୍ୟାଳୟ, ଗଞ୍ଜାମ (ଜିଲ୍ଲା ଶିଶୁ ସୁରକ୍ଷା ୟୁନିଟ୍) ପତ୍ରସଂଖ୍ୟା:- 234/ଡି.ସି.ପି.ୟୁ/୨୪ ତାରିଖ:-19.3.25 ନୋ-196:ଏତଦ୍ୱାରା ଜନସାଧାରଣଙ୍କ ଅବଗତି ନିମନ୍ତେ ଜଣାଇ ଦିଆଯାଉଛି ଯେ, ଗଞ୍ଜାମ ଜିଲ୍ଲା ଶିଶୁ ମଙ୍ଗଳ କମିଟି ଦ୍ୱାରା ନିମ୍ନଲିଖିତ ପିଲାମାନଙ୍କୁ ସୁରକ୍ଷା ଓ ଯତ୍ନ ପାଇଁ ସଂସ୍ଥାରେ ରଖାଯାଇଛି। ଏମାନଙ୍କ ପରିବାର କିମ୍ବା ସମ୍ପର୍କୀୟଙ୍କ ସନ୍ଧାନ ମିଳିନାହିଁ। ଯଦି କେହି ଏହି ପିଲାମାନଙ୍କ ବିଷୟରେ ଜାଣିଥାନ୍ତି, ତେବେ ବିଜ୍ଞାପନ ପ୍ରକାଶନର ୬୦ ଦିନ ମଧ୍ୟରେ ଜିଲ୍ଲା ଶିଶୁ ସୁରକ୍ଷା ଅଧିକାରୀ, ଗଞ୍ଜାମ, ଛତ୍ରପୁର କିମ୍ବା ଶିଶୁ ମଙ୍ଗଳ କମିଟି, ଗଞ୍ଜାମଙ୍କ ସହ ଯୋଗାଯୋଗ କରିବେ। ନିର୍ଦ୍ଧାରିତ ସମୟ ମଧ୍ୟରେ କେହି ଦାବି ନକଲେ ପିଲାମାନଙ୍କୁ ଆଇନଗତ ଭାବେ ପୁନର୍ବାସ ପାଇଁ ପଦକ୍ଷେପ ନିଆଯିବ। କ୍ର. ନାମ CWC Case ନଂ ଫଟୋ ୧ କୃଷ୍ଣ ମଣ୍ଡଳ, ପିତା-ରବିନ୍ଦ୍ର ୧୫୨୧/୨୦୨୩ ୨ ଗଣପତି ଗଉଡ଼, ପିତା-ଲୁଗୁ ୧୧୧୦/୨୦୨୧ ୩ ଦଇବ କୁମାର, ପିତା-ବିଜୟ ୧୫୪୩/୨୦୨୪ OIPR-33041/11/0007/2425 ସ୍ୱା./- ଜିଲ୍ଲାପାଳ xyxy=(6,1716,542,2330)
table-row: Date and time of availability of the documents in the portal From 21.03.2025, 11.00 A.M. to 31.03.2025, 5.00 P.M. xyxy=(751,572,1071,592)
ad-pollution-board: ✿ ☸ ରାଜ୍ୟ ପ୍ରଦୂଷଣ ନିୟନ୍ତ୍ରଣ ବୋର୍ଡ, ଓଡ଼ିଶା (ଜଙ୍ଗଲ, ପରିବେଶ ଓ ଜଳବାୟୁ ପରିବର୍ତ୍ତନ ବିଭାଗ, ଓଡ଼ିଶା ସରକାର) ପରିବେଶ ଭବନ, ଏ/୧୧୮, ନୀଳକଣ୍ଠନଗର, ୟୁନିଟ୍-୮ ଭୁବନେଶ୍ୱର-୭୫୧୦୧୨ ସଂଖ୍ୟା 5144 IND-II-PH-୧୧୭୦ ତା.18.03.2025 No. CAD-2896 ବିଜ୍ଞାପନ ଏତଦ୍ୱାରା ସମସ୍ତଙ୍କୁ ଜଣାଇ ଦିଆଯାଉଛି ଯେ, ମେସର୍ସ ଗୁଜରାଟ ମାଇନ୍ସ ଲିମିଟେଡ୍, ଓଡ଼ିଶାର ସୁନ୍ଦରଗଡ଼ ଜିଲ୍ଲା ଅନ୍ତର୍ଗତ ଏକ ଖଣି ପ୍ରକଳ୍ପ ପାଇଁ ପରିବେଶ ମଞ୍ଜୁରୀ ନିମନ୍ତେ ଆବେଦନ କରିଛନ୍ତି। ରାଜ୍ୟ ସ୍ତରୀୟ ପରିବେଶ ପ୍ରଭାବ ମୂଲ୍ୟାଙ୍କନ କର୍ତ୍ତୃପକ୍ଷ (State Environment Impact Assessment Authority (SEIAA)), ଓଡ଼ିଶା ଦ୍ୱାରା ପରିବେଶ ମଞ୍ଜୁରୀ ନିମନ୍ତେ ଜନଶୁଣାଣି କରାଯିବା ପାଇଁ ନିର୍ଦ୍ଦେଶ ଦିଆଯାଇଛି। ଏହି ପ୍ରସ୍ତାବିତ ପ୍ରକଳ୍ପ ସମ୍ବନ୍ଧରେ ଜନସାଧାରଣଙ୍କ ମତାମତ ଜାଣିବା ପାଇଁ ପ୍ରକଳ୍ପ ସ୍ଥଳ ନିକଟରେ ଜନଶୁଣାଣି ଆୟୋଜନ କରାଯିବ। ଏହି ଜନଶୁଣାଣିରେ ପ୍ରକଳ୍ପ ଦ୍ୱାରା ପ୍ରଭାବିତ ହେଉଥିବା ବ୍ୟକ୍ତି, ପରିବେଶବିତ୍, ଅନୁଷ୍ଠାନ ଏବଂ ଅନ୍ୟାନ୍ୟ ଆଗ୍ରହୀ ବ୍ୟକ୍ତି ଭାଗ ନେଇ ନିଜର ମତାମତ ଲିଖିତ ବା ମୌଖିକ ଭାବେ ଦେଇପାରିବେ। (କ) ପରିବେଶଗତ ମଞ୍ଜୁରୀ ଆବେଦନପତ୍ର ସହ ଦାଖଲ ହୋଇଥିବା ଡ୍ରାଫ୍ଟ ପରିବେଶ ପ୍ରଭାବ ମୂଲ୍ୟାଙ୍କନ ରିପୋର୍ଟ (Environmental Impact Assessment) ଏବଂ ଏହାର ନିର୍ବାହୀ ସାରାଂଶ (Executive Summary) ନିମ୍ନଲିଖିତ କାର୍ଯ୍ୟାଳୟରେ ଦେଖିବା ପାଇଁ ଉପଲବ୍ଧ ରହିବ। ୧. ଜିଲ୍ଲାପାଳଙ୍କ କାର୍ଯ୍ୟାଳୟ, ସୁନ୍ଦରଗଡ଼। ୨. ଜିଲ୍ଲା ଶିଳ୍ପକେନ୍ଦ୍ର, ସୁନ୍ଦରଗଡ଼। ୩. ଜିଲ୍ଲା ପରିଷଦ ମୁଖ୍ୟ ଉନ୍ନୟନ ଅଧିକାରୀଙ୍କ କାର୍ଯ୍ୟାଳୟ, ସୁନ୍ଦରଗଡ଼। ୪. ମୁଖ୍ୟ କାର୍ଯ୍ୟାଳୟ, ରାଜ୍ୟ ପ୍ରଦୂଷଣ ନିୟନ୍ତ୍ରଣ ବୋର୍ଡ, ପରିବେଶ ଭବନ, ଏ/୧୧୮, ନୀଳକଣ୍ଠନଗର, ୟୁନିଟ୍-୮, ଭୁବନେଶ୍ୱର। ୫. ଆଞ୍ଚଳିକ କାର୍ଯ୍ୟାଳୟ, ରାଜ୍ୟ ପ୍ରଦୂଷଣ ନିୟନ୍ତ୍ରଣ ବୋର୍ଡ, ରାଉରକେଲା। ୬. ଜଙ୍ଗଲ, ପରିବେଶ ଓ ଜଳବାୟୁ ପରିବର୍ତ୍ତନ ମନ୍ତ୍ରଣାଳୟ, ଭାରତ ସରକାରଙ୍କ ଆଞ୍ଚଳିକ କାର୍ଯ୍ୟାଳୟ, ଭୁବନେଶ୍ୱର। ଏହାଛଡ଼ା ଉକ୍ତ ରିପୋର୍ଟର ନିର୍ବାହୀ ସାରାଂଶ (Executive Summary) ଓଡ଼ିଆ ଏବଂ ଇଂରାଜୀ ଭାଷାରେ ରାଜ୍ୟ ପ୍ରଦୂଷଣ ନିୟନ୍ତ୍ରଣ ବୋର୍ଡର ୱେବସାଇଟ୍ https://ospcboard.odisha.gov.in ରେ ମଧ୍ୟ ଉପଲବ୍ଧ ରହିବ। ଏ ବିଷୟରେ କୌଣସି ମତାମତ ଥିଲେ ତାହା ଲିଖିତ ଆକାରରେ ସଦସ୍ୟ ସଚିବ, ରାଜ୍ୟ ପ୍ରଦୂଷଣ ନିୟନ୍ତ୍ରଣ ବୋର୍ଡ, ଓଡ଼ିଶା, ପରିବେଶ ଭବନ, ଭୁବନେଶ୍ୱରଙ୍କ ନିକଟକୁ ପଠାଯାଇପାରିବ। ଉକ୍ତ ଜନଶୁଣାଣିରେ ସମସ୍ତଙ୍କ ଉପସ୍ଥିତି କାମନା କରାଯାଉଛି। ସ୍ୱା./- ସଦସ୍ୟ ସଚିବ OSPCB-PR-MISC-0018-2025/5.2025 OIPR-08012/11/0223/2425 xyxy=(555,1375,1100,2330)
ad-code: OIPR-13072/11/0011/2425 xyxy=(379,1086,499,1096)
ad-letter: No. 1090 xyxy=(562,1195,608,1205)
table-row: Date and time of availability of the bid documents in the portal From 11.00 A.M. on Dt.21.03.2025 upto 05.00 P.M. of 07.04.2025 xyxy=(1112,929,1463,949)
ad-no: ସଂଖ୍ୟା 5144 xyxy=(562,1457,618,1468)
ad-signature: ସ୍ୱା./- ଜିଲ୍ଲାପାଳ xyxy=(447,2314,535,2328)
ad-ref: IND-II-PH-୧୧୭୦ xyxy=(785,1457,858,1468)
ad-code: OIPR-44026/11/0017/2425 xyxy=(1110,2316,1230,2326)
table-row: Estimated Cost Rs.43,19,050.00, Rs.14,91,259.00, Rs.12,02,633.00 xyxy=(751,860,1053,880)
ad-code: OIPR-13204/11/0011/2425 xyxy=(1109,1085,1229,1095)
ad-address: At/P.O./PS: Gaisilet, Dist.: Bargarh (Odisha), PIN - 768039 xyxy=(793,433,1049,443)
dateline-right: ଭୁବନେଶ୍ୱର,୨୧ା୩(ଅନୁରାଧା ମହାରଣା) xyxy=(923,144,1059,154)
table-row: Estimated Cost Rs.26.19 Lakhs, Rs.55.41 Lakhs xyxy=(13,919,364,932)
